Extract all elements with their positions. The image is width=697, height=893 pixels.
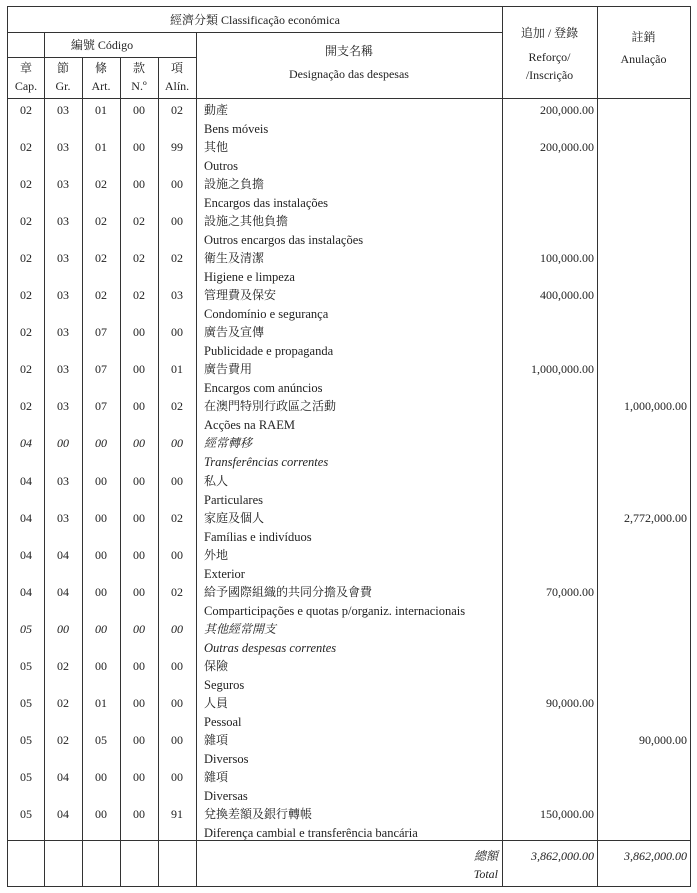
- code-no: 00: [133, 732, 145, 747]
- code-no: 00: [133, 806, 145, 821]
- designation-pt: Publicidade e propaganda: [204, 344, 334, 359]
- code-gr: 03: [57, 362, 69, 377]
- designation-zh: 兌換差額及銀行轉帳: [204, 806, 313, 821]
- code-gr: 04: [57, 584, 69, 599]
- designation-zh: 雜項: [204, 732, 229, 747]
- code-gr: 03: [57, 288, 69, 303]
- amount-reforco: 100,000.00: [540, 251, 594, 266]
- code-no: 00: [133, 177, 145, 192]
- designation-pt: Famílias e indivíduos: [204, 529, 312, 544]
- table-row: [8, 621, 690, 658]
- code-no: 00: [133, 658, 145, 673]
- code-art: 07: [95, 399, 107, 414]
- code-no: 02: [133, 288, 145, 303]
- budget-table: [7, 6, 691, 887]
- table-row: [8, 361, 690, 398]
- code-art: 00: [95, 547, 107, 562]
- designation-zh: 廣告費用: [204, 362, 253, 377]
- code-gr: 03: [57, 251, 69, 266]
- amount-anulacao: 1,000,000.00: [624, 399, 687, 414]
- code-gr: 03: [57, 177, 69, 192]
- designation-pt: Higiene e limpeza: [204, 270, 295, 285]
- code-cap: 02: [20, 288, 32, 303]
- code-gr: 03: [57, 214, 69, 229]
- table-row: [8, 287, 690, 324]
- code-no: 00: [133, 510, 145, 525]
- code-alin: 01: [171, 362, 183, 377]
- table-row: [8, 398, 690, 435]
- code-cap: 05: [20, 806, 32, 821]
- amount-anulacao: 2,772,000.00: [624, 510, 687, 525]
- code-alin: 02: [171, 103, 183, 117]
- designation-pt: Diversas: [204, 788, 248, 803]
- code-art: 00: [95, 436, 107, 451]
- reforco-zh: 追加 / 登錄: [520, 26, 579, 40]
- designation-pt: Condomínio e segurança: [204, 307, 329, 322]
- code-no: 00: [133, 362, 145, 377]
- designation-zh: 衛生及清潔: [204, 251, 265, 266]
- code-cap: 02: [20, 177, 32, 192]
- code-no: 02: [133, 214, 145, 229]
- col-alin-zh: 項: [170, 61, 183, 75]
- table-row: [8, 139, 690, 176]
- code-art: 01: [95, 103, 107, 117]
- col-cap-pt: Cap.: [14, 79, 38, 93]
- code-art: 02: [95, 288, 107, 303]
- col-no-pt: N.º: [131, 79, 147, 93]
- code-no: 00: [133, 547, 145, 562]
- code-art: 00: [95, 473, 107, 488]
- designation-zh: 設施之負擔: [204, 177, 265, 192]
- table-row: [8, 806, 690, 843]
- designation-zh: 經常轉移: [204, 436, 253, 451]
- code-cap: 02: [20, 251, 32, 266]
- table-row: [8, 250, 690, 287]
- code-art: 00: [95, 584, 107, 599]
- code-no: 00: [133, 769, 145, 784]
- table-row: [8, 102, 690, 139]
- code-alin: 00: [171, 436, 183, 451]
- code-cap: 05: [20, 658, 32, 673]
- table-row: [8, 658, 690, 695]
- code-alin: 03: [171, 288, 183, 303]
- code-cap: 05: [20, 695, 32, 710]
- code-art: 02: [95, 177, 107, 192]
- designation-pt: Diferença cambial e transferência bancária: [204, 825, 418, 840]
- anulacao-zh: 註銷: [631, 30, 656, 44]
- code-cap: 04: [20, 547, 32, 562]
- amount-reforco: 70,000.00: [546, 584, 594, 599]
- designation-zh: 其他: [204, 140, 229, 155]
- code-alin: 00: [171, 325, 183, 340]
- code-cap: 02: [20, 140, 32, 155]
- code-art: 02: [95, 251, 107, 266]
- designation-pt: Bens móveis: [204, 122, 269, 136]
- table-row: [8, 510, 690, 547]
- amount-reforco: 200,000.00: [540, 140, 594, 155]
- amount-reforco: 1,000,000.00: [531, 362, 594, 377]
- designation-pt: Exterior: [204, 566, 245, 581]
- designation-zh: 給予國際組織的共同分擔及會費: [204, 584, 373, 599]
- code-cap: 04: [20, 436, 32, 451]
- code-alin: 02: [171, 510, 183, 525]
- code-alin: 02: [171, 399, 183, 414]
- col-no-zh: 款: [132, 61, 145, 75]
- designation-zh: 開支名稱: [324, 44, 373, 58]
- code-gr: 00: [57, 621, 69, 636]
- total-anulacao: 3,862,000.00: [624, 849, 687, 863]
- code-no: 00: [133, 584, 145, 599]
- code-gr: 03: [57, 140, 69, 155]
- total-label-pt: Total: [473, 867, 498, 881]
- row-divider: [8, 32, 502, 33]
- amount-reforco: 90,000.00: [546, 695, 594, 710]
- designation-pt: Outros encargos das instalações: [204, 233, 364, 248]
- designation-pt: Particulares: [204, 492, 264, 507]
- code-art: 00: [95, 769, 107, 784]
- designation-pt: Pessoal: [204, 714, 242, 729]
- amount-reforco: 200,000.00: [540, 103, 594, 117]
- designation-zh: 雜項: [204, 769, 229, 784]
- designation-zh: 其他經常開支: [204, 621, 277, 636]
- code-gr: 03: [57, 510, 69, 525]
- designation-zh: 人員: [204, 695, 229, 710]
- code-gr: 02: [57, 695, 69, 710]
- table-row: [8, 769, 690, 806]
- code-alin: 00: [171, 695, 183, 710]
- col-cap-zh: 章: [19, 61, 32, 75]
- table-row: [8, 584, 690, 621]
- header-bottom-line: [8, 98, 690, 99]
- code-no: 00: [133, 140, 145, 155]
- code-alin: 02: [171, 251, 183, 266]
- reforco-pt1: Reforço/: [528, 50, 571, 64]
- designation-zh: 設施之其他負擔: [204, 214, 289, 229]
- designation-pt: Encargos com anúncios: [204, 381, 323, 396]
- code-no: 02: [133, 251, 145, 266]
- code-art: 02: [95, 214, 107, 229]
- designation-pt: Outras despesas correntes: [204, 640, 337, 655]
- code-cap: 02: [20, 399, 32, 414]
- code-no: 00: [133, 103, 145, 117]
- code-alin: 00: [171, 732, 183, 747]
- amount-anulacao: 90,000.00: [639, 732, 687, 747]
- code-no: 00: [133, 621, 145, 636]
- code-art: 00: [95, 621, 107, 636]
- code-gr: 02: [57, 658, 69, 673]
- code-art: 07: [95, 325, 107, 340]
- table-row: [8, 695, 690, 732]
- code-cap: 05: [20, 769, 32, 784]
- code-alin: 00: [171, 547, 183, 562]
- table-row: [8, 324, 690, 361]
- col-gr-zh: 節: [56, 61, 69, 75]
- designation-zh: 保險: [204, 658, 229, 673]
- code-art: 00: [95, 658, 107, 673]
- designation-pt: Outros: [204, 159, 239, 174]
- code-cap: 05: [20, 621, 32, 636]
- code-cap: 02: [20, 362, 32, 377]
- code-alin: 02: [171, 584, 183, 599]
- table-row: [8, 213, 690, 250]
- code-cap: 04: [20, 473, 32, 488]
- row-divider: [8, 57, 196, 58]
- code-gr: 04: [57, 547, 69, 562]
- designation-zh: 在澳門特別行政區之活動: [204, 399, 337, 414]
- code-gr: 03: [57, 103, 69, 117]
- code-no: 00: [133, 436, 145, 451]
- designation-zh: 管理費及保安: [204, 288, 277, 303]
- code-cap: 05: [20, 732, 32, 747]
- designation-pt: Diversos: [204, 751, 249, 766]
- code-gr: 04: [57, 806, 69, 821]
- designation-pt: Encargos das instalações: [204, 196, 329, 211]
- total-reforco: 3,862,000.00: [531, 849, 594, 863]
- code-gr: 03: [57, 473, 69, 488]
- table-row: [8, 473, 690, 510]
- code-alin: 00: [171, 473, 183, 488]
- table-row: [8, 176, 690, 213]
- col-alin-pt: Alín.: [164, 79, 190, 93]
- code-alin: 00: [171, 769, 183, 784]
- col-art-zh: 條: [94, 61, 107, 75]
- code-gr: 03: [57, 325, 69, 340]
- reforco-pt2: /Inscrição: [525, 68, 574, 82]
- designation-zh: 動產: [204, 103, 229, 117]
- amount-reforco: 150,000.00: [540, 806, 594, 821]
- code-cap: 04: [20, 510, 32, 525]
- code-gr: 00: [57, 436, 69, 451]
- code-gr: 04: [57, 769, 69, 784]
- designation-pt: Seguros: [204, 677, 245, 692]
- code-no: 00: [133, 695, 145, 710]
- designation-pt: Designação das despesas: [289, 67, 409, 81]
- code-art: 00: [95, 806, 107, 821]
- designation-zh: 廣告及宣傳: [204, 325, 265, 340]
- code-alin: 91: [171, 806, 183, 821]
- anulacao-pt: Anulação: [620, 52, 667, 66]
- code-alin: 00: [171, 621, 183, 636]
- code-cap: 02: [20, 214, 32, 229]
- designation-zh: 私人: [204, 473, 229, 488]
- code-cap: 02: [20, 103, 32, 117]
- col-gr-pt: Gr.: [55, 79, 71, 93]
- designation-zh: 家庭及個人: [204, 510, 265, 525]
- code-no: 00: [133, 325, 145, 340]
- code-alin: 99: [171, 140, 183, 155]
- table-row: [8, 435, 690, 472]
- classification-header: 經濟分類 Classificação económica: [170, 13, 340, 27]
- code-art: 05: [95, 732, 107, 747]
- code-art: 07: [95, 362, 107, 377]
- code-art: 01: [95, 140, 107, 155]
- designation-pt: Transferências correntes: [204, 455, 329, 470]
- code-alin: 00: [171, 214, 183, 229]
- designation-pt: Acções na RAEM: [204, 418, 295, 433]
- code-no: 00: [133, 399, 145, 414]
- code-alin: 00: [171, 658, 183, 673]
- code-no: 00: [133, 473, 145, 488]
- code-gr: 03: [57, 399, 69, 414]
- table-row: [8, 732, 690, 769]
- designation-zh: 外地: [204, 547, 229, 562]
- code-cap: 02: [20, 325, 32, 340]
- amount-reforco: 400,000.00: [540, 288, 594, 303]
- table-row: [8, 547, 690, 584]
- code-gr: 02: [57, 732, 69, 747]
- code-art: 00: [95, 510, 107, 525]
- code-cap: 04: [20, 584, 32, 599]
- code-header: 編號 Código: [70, 38, 134, 52]
- designation-pt: Comparticipações e quotas p/organiz. internacionais: [204, 603, 466, 618]
- code-alin: 00: [171, 177, 183, 192]
- code-art: 01: [95, 695, 107, 710]
- col-art-pt: Art.: [91, 79, 111, 93]
- total-label-zh: 總額: [473, 849, 498, 863]
